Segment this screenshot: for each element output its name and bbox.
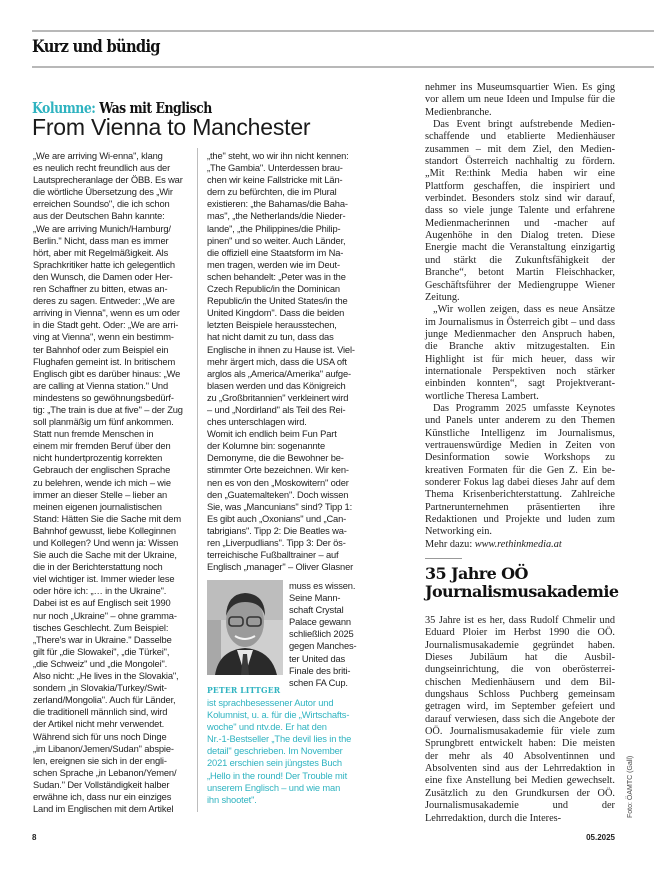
text-line: ter United das [289,653,346,664]
article-separator [425,558,462,559]
text-line: are calling at Vienna station." Und [33,380,169,391]
text-line: Englische in ihnen zu Hause ist. Viel- [207,344,355,355]
wrap-text [289,580,373,689]
text-line: „We are arriving Munich/Hamburg/ [33,223,171,234]
text-line: Republic/in the United States/in the [207,296,348,307]
text-line: Dabei ist es auf Englisch seit 1990 [33,598,171,609]
text-line: Womit ich endlich beim Fun Part [207,429,337,440]
text-line: Englisch „manager" – Oliver Glasner [207,562,354,573]
text-line: Palace gewann [289,617,351,628]
text-line: Bahnhof gewusst, liebe Kolleginnen [33,525,176,536]
text-line: in die Stadt geht. Oder: „We are arri- [33,320,179,331]
website-link[interactable]: www.rethinkmedia.at [474,538,562,550]
text-line: Gebrauch der englischen Sprache [33,465,171,476]
paragraph: Das Programm 2025 umfasste Keynotes und Panels unter anderem zu den Themen Künstliche Intelligenz im Journalismus, vertrauenswürdige Medien in Zeiten von Desinformation sowie Workshops zu kreativen Formaten für die Gen Z. Ein besonderer Fokus lag dabei dieses Jahr auf dem Thema Krisenberichterstattung. Zahlreiche Partnerunternehmen präsentierten ihre Redaktionen und Projekte und luden zum Networking ein. [425,402,615,538]
text-line: tisches Geschlecht. Zum Beispiel: [33,622,169,633]
text-line: existieren: „the Bahamas/die Baha- [207,199,348,210]
text-line: viel wichtiger ist. Immer wieder lese [33,574,175,585]
article-headline: From Vienna to Manchester [32,114,311,140]
text-line: – und „Nordirland" als Teil des Rei- [207,404,346,415]
text-line: stimmter Orte bezeichnen. Wir ken- [207,465,349,476]
text-line: tig: „The train is due at five" – der Zug [33,404,183,415]
text-line: Also nicht: „He lives in the Slovakia", [33,671,179,682]
text-line: oder höre ich: „… in the Ukraine". [33,586,167,597]
photo-credit: Foto: ÖAMTC (Gall) [627,755,634,818]
text-line: immer an dieser Stelle – lieber an [33,489,168,500]
author-photo [207,580,283,675]
text-line: einem mir fremden Beruf über den [33,441,171,452]
author-name: PETER LITTGER [207,686,281,696]
text-line: hat nicht damit zu tun, dass das [207,332,334,343]
text-line: muss es wissen. [289,581,356,591]
text-line: Englisch gibt es darüber hinaus: „We [33,368,181,379]
text-line: Demonyme, die die Bewohner be- [207,453,344,464]
text-line: ren Schaffner zu bitten, etwas an- [33,284,168,295]
section-title: Kurz und bündig [32,37,160,57]
page-number: 8 [32,833,37,842]
bio-line: ihn shootet". [207,794,257,805]
text-line: terreichische Fußballtrainer – auf [207,550,339,561]
text-line: „im Libanon/Jemen/Sudan" abspie- [33,743,174,754]
text-line: Land im Englischen mit dem Artikel [33,804,174,815]
bio-line: unserem Englisch – und wie man [207,782,341,793]
text-line: hört, aber mit Regelmäßigkeit. Als [33,247,169,258]
bio-line: „Hello in the round! Der Trouble mit [207,770,348,781]
text-line: Stand: Hätten Sie die Sache mit dem [33,513,181,524]
text-line: Czech Republic/in the Dominican [207,284,340,295]
text-line: Lautsprecheranlage der ÖBB. Es war [33,175,183,186]
text-line: „There's war in Ukraine." Dasselbe [33,634,172,645]
text-line: „The Gambia". Unterdessen brau- [207,163,343,174]
text-line: soll planmäßig um fünf ankommen. [33,417,174,428]
text-line: Während sich für uns noch Dinge [33,731,167,742]
academy-headline: 35 Jahre OÖ Journalismusakademie [425,564,619,601]
text-line: den Wunsch, die Damen oder Her- [33,271,173,282]
text-line: die traditionell männlich sind, wird [33,707,168,718]
kicker-label: Kolumne: [32,100,96,117]
text-line: die in der Berichterstattung noch [33,562,163,573]
text-line: ving at Vienna", wenn ein bestimm- [33,332,174,343]
text-line: Sudan." Der Vollständigkeit halber [33,779,170,790]
text-line: aus der Deutschen Bahn kannte: [33,211,165,222]
text-line: zerland/Mongolia". Auch für Länder, [33,695,176,706]
text-line: Sie, was „Mancunians" sind? Tipp 1: [207,501,353,512]
text-line: Statt nun fremde Menschen in [33,429,154,440]
text-line: ren „Liverpudlians". Tipp 3: Der ös- [207,538,346,548]
text-line: gegen Manches- [289,641,357,652]
text-line: chen wir keine Fallstricke mit Län- [207,175,343,186]
text-line: zu „Großbritannien" verkleinert wird [207,392,349,403]
paragraph: nehmer ins Museumsquartier Wien. Es ging vor allem um neue Ideen und Impulse für die Medienbranche. [425,82,615,118]
author-bio [207,697,375,806]
paragraph: Das Event bringt aufstrebende Medienschaffende und etablierte Medienhäuser zusammen – mit dem Ziel, den Medienstandort Österreich nachhaltig zu fördern. „Mit Re:think Media haben wir eine Plattform geschaffen, die inspiriert und verbindet. Besonders stolz sind wir darauf, dass so viele junge Talente und erfahrene Medienmacherinnen und -macher auf Augenhöhe in den Dialog treten. Diese Energie macht die Veranstaltung einzigartig und stärkt die Zukunftsfähigkeit der Branche“, betont Martin Fleischhacker, Geschäftsführer der Mediengruppe Wiener Zeitung. [425,119,615,303]
text-line: erreichen Soundso", die ich schon [33,199,170,210]
kicker-series: Was mit Englisch [99,100,212,117]
text-line: es neulich recht freundlich aus der [33,163,171,174]
text-line: Seine Mann- [289,593,341,604]
text-line: arriving in Vienna", wenn es um oder [33,308,180,319]
academy-article-text [425,615,615,825]
text-line: nen es von den „Moskowitern" oder [207,477,349,488]
bio-line: detail" geschrieben. Im November [207,746,343,757]
text-line: deres zu sagen. Entweder: „We are [33,296,175,307]
text-line: mas", „the Netherlands/die Nieder- [207,211,346,222]
bio-line: 2021 erschien sein jüngstes Buch [207,758,342,769]
more-info [425,539,615,551]
rethink-article-text [425,82,615,551]
text-line: pinen" und so weiter. Auch Länder, [207,235,346,246]
text-line: die wörtliche Übersetzung des „Wir [33,187,173,198]
text-line: letzten Beispiele herausstechen, [207,320,337,331]
text-line: men tragen, werden wie im Deut- [207,259,340,270]
text-line: meinen eigenen journalistischen [33,501,162,512]
text-line: den „Guatemalteken". Doch wissen [207,489,349,500]
portrait-image [207,580,283,675]
column-text-2 [207,150,372,573]
text-line: lande", „the Philippines/die Philip- [207,223,341,234]
text-line: dern zu befürchten, die im Plural [207,187,337,198]
text-line: Es gibt auch „Oxonians" und „Can- [207,513,347,524]
text-line: ter Bahnhof oder zum Beispiel ein [33,344,169,355]
text-line: nur noch „Ukraine" – ohne gramma- [33,610,177,621]
bio-line: ist sprachbesessener Autor und [207,698,334,708]
text-line: und Kollegen? Und wenn ja: Wissen [33,538,179,548]
column-divider [197,148,198,812]
text-line: blasen werden und das Königreich [207,380,346,391]
text-line: Flughafen gemeint ist. In britischem [33,356,176,367]
text-line: mindestens so gewöhnungsbedürf- [33,392,174,403]
text-line: zu belehren, wende ich mich – wie [33,477,171,488]
text-line: arglos als „America/Amerika" aufge- [207,368,351,379]
bio-line: woche" und ntv.de. Er hat den [207,722,327,733]
text-line: sondern „in Slovakia/Turkey/Swit- [33,683,167,694]
more-label: Mehr dazu: [425,538,473,550]
text-line: schaft Crystal [289,605,344,616]
text-line: der Artikel nicht mehr verwendet. [33,719,165,730]
text-line: schen behandelt: „Peter was in the [207,271,346,282]
text-line: der Kolumne bin: sogenannte [207,441,326,452]
top-rule [32,30,654,32]
text-line: erwähne ich, dass nur ein einziges [33,791,172,802]
text-line: die offiziell eine Staatsform im Na- [207,247,344,258]
bio-line: Nr.-1-Bestseller „The devil lies in the [207,734,352,745]
issue-date: 05.2025 [586,833,615,842]
text-line: schen FA Cup. [289,677,348,688]
column-text-1 [33,150,190,815]
paragraph: 35 Jahre ist es her, dass Rudolf Chmelir und Eduard Ploier im Herbst 1990 die OÖ. Journalismusakademie gegründet haben. Dieses Jubiläum hat die Ausbildungseinrichtung, die von oberösterreichischen Medienhäusern und dem Bildungshaus Schloss Puchberg gemeinsam getragen wird, im September gefeiert und darauf verwiesen, dass sich die Angebote der OÖ. Journalismusakademie für viele zum Sprungbrett entwickelt haben: Die meisten der mehr als 40 Absolventinnen und Absolventen sind aus der Lehrredaktion in eine fixe Anstellung bei Medien gewechselt. Zusätzlich zu den Grundkursen der OÖ. Journalismusakademie und der Lehrredaktion, durch die Interes- [425,615,615,824]
text-line: len, ereignen sie sich in der engli- [33,755,167,766]
text-line: Sie auch die Sache mit der Ukraine, [33,550,177,561]
text-line: gilt für „die Slowakei", „die Türkei", [33,646,170,657]
text-line: Sprachkritiker hatte ich gelegentlich [33,259,175,270]
bio-line: Kolumnist, u. a. für die „Wirtschafts- [207,710,350,721]
text-line: tabrigians". Tipp 2: Die Beatles wa- [207,525,347,536]
text-line: schließlich 2025 [289,629,354,640]
paragraph: „Wir wollen zeigen, dass es neue Ansätze im Journalismus in Österreich gibt – und dass junge Medienmacher den Anspruch haben, die Branche aktiv mitzugestalten. Ein Highlight ist für mich heuer, dass wir internationale Perspektiven noch stärker einbinden konnten“, sagt Projektverantwortliche Theresa Lambert. [425,304,615,402]
text-line: nicht hundertprozentig korrekten [33,453,163,464]
text-line: United Kingdom". Dass die beiden [207,308,345,319]
text-line: „We are arriving Wi-enna", klang [33,151,163,161]
text-line: ches unterschlagen wird. [207,417,307,428]
text-line: „the" steht, wo wir ihn nicht kennen: [207,151,349,161]
text-line: Finale des briti- [289,665,351,676]
text-line: schen Sprache „in Lebanon/Yemen/ [33,767,177,778]
section-rule [32,66,654,68]
text-line: „die Schweiz" und „die Mongolei". [33,658,168,669]
text-line: Berlin." Nicht, dass man es immer [33,235,169,246]
text-line: mehr ärgert mich, dass die USA oft [207,356,347,367]
